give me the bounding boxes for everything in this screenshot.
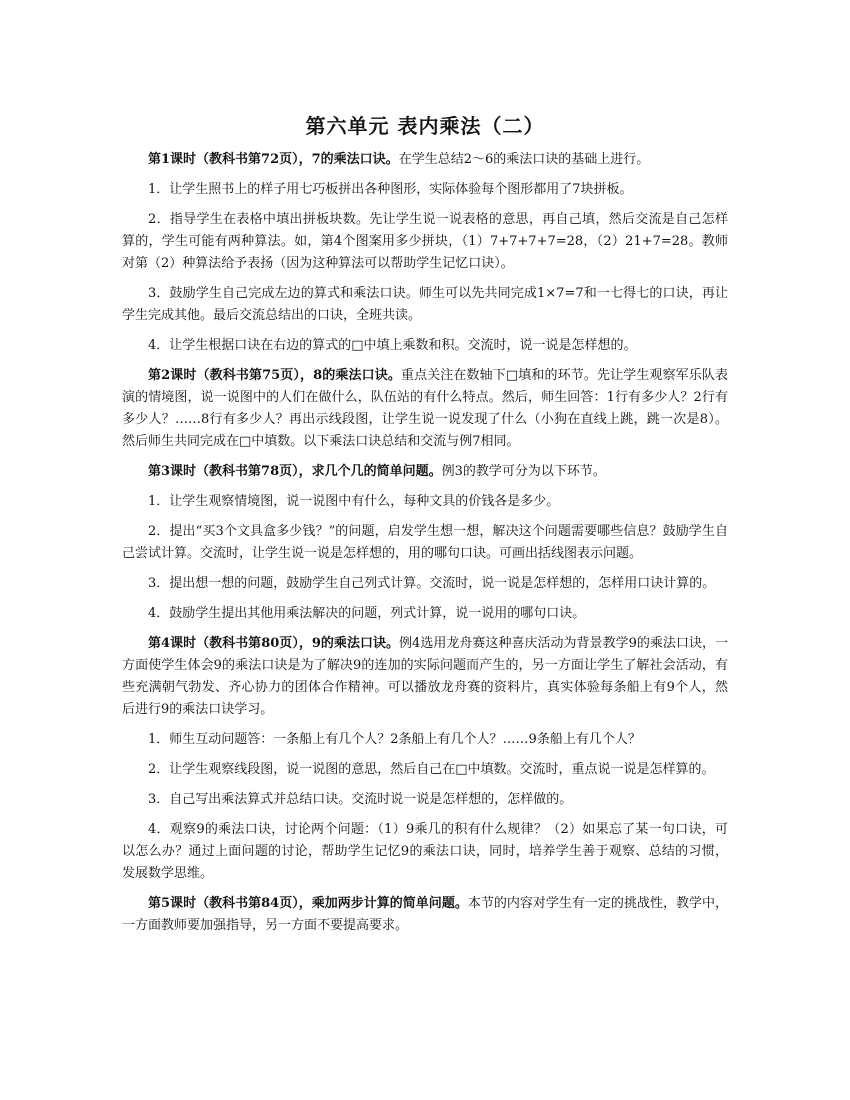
paragraph [122, 603, 728, 625]
paragraph [122, 283, 728, 327]
lesson-heading: 第4课时（教科书第80页），9的乘法口诀。 [148, 636, 400, 651]
paragraph-lesson-4 [122, 633, 728, 721]
paragraph-text: 3．自己写出乘法算式并总结口诀。交流时说一说是怎样想的，怎样做的。 [148, 792, 573, 807]
paragraph [122, 573, 728, 595]
paragraph [122, 521, 728, 565]
paragraph-lesson-5 [122, 893, 728, 937]
paragraph [122, 759, 728, 781]
paragraph-lesson-3 [122, 461, 728, 483]
paragraph-text: 4．让学生根据口诀在右边的算式的□中填上乘数和积。交流时，说一说是怎样想的。 [148, 338, 637, 353]
paragraph-text: 4．鼓励学生提出其他用乘法解决的问题，列式计算，说一说用的哪句口诀。 [148, 606, 586, 621]
paragraph-text: 2．提出“买3个文具盒多少钱？”的问题，启发学生想一想，解决这个问题需要哪些信息？鼓励学生自己尝试计算。交流时，让学生说一说是怎样想的，用的哪句口诀。可画出括线图表示问题。 [122, 524, 728, 561]
paragraph [122, 789, 728, 811]
lesson-heading: 第5课时（教科书第84页），乘加两步计算的简单问题。 [148, 896, 468, 911]
paragraph [122, 491, 728, 513]
paragraph [122, 179, 728, 201]
page-title: 第六单元 表内乘法（二） [305, 114, 545, 138]
paragraph-text: 1．让学生观察情境图，说一说图中有什么，每种文具的价钱各是多少。 [148, 494, 560, 509]
paragraph-text: 3．鼓励学生自己完成左边的算式和乘法口诀。师生可以先共同完成1×7=7和一七得七的口诀，再让学生完成其他。最后交流总结出的口诀，全班共读。 [122, 286, 728, 323]
paragraph [122, 335, 728, 357]
lesson-heading: 第2课时（教科书第75页），8的乘法口诀。 [148, 368, 401, 383]
paragraph-text: 2．让学生观察线段图，说一说图的意思，然后自己在□中填数。交流时，重点说一说是怎样算的。 [148, 762, 715, 777]
paragraph-text: 本节的内容对学生有一定的挑战性，教学中，一方面教师要加强指导，另一方面不要提高要求。 [122, 896, 728, 933]
paragraph [122, 209, 728, 275]
paragraph-text: 4．观察9的乘法口诀，讨论两个问题：（1）9乘几的积有什么规律？（2）如果忘了某一句口诀，可以怎么办？通过上面问题的讨论，帮助学生记忆9的乘法口诀，同时，培养学生善于观察、总结的习惯，发展数学思维。 [122, 822, 728, 881]
paragraph-text: 例4选用龙舟赛这种喜庆活动为背景教学9的乘法口诀，一方面使学生体会9的乘法口诀是为了解决9的连加的实际问题而产生的，另一方面让学生了解社会活动，有些充满朝气勃发、齐心协力的团体合作精神。可以播放龙舟赛的资料片，真实体验每条船上有9个人，然后进行9的乘法口诀学习。 [122, 636, 728, 717]
lesson-heading: 第3课时（教科书第78页），求几个几的简单问题。 [148, 464, 442, 479]
paragraph-text: 3．提出想一想的问题，鼓励学生自己列式计算。交流时，说一说是怎样想的，怎样用口诀计算的。 [148, 576, 716, 591]
paragraph-text: 在学生总结2～6的乘法口诀的基础上进行。 [398, 152, 650, 167]
paragraph-lesson-2 [122, 365, 728, 453]
paragraph [122, 729, 728, 751]
paragraph-text: 重点关注在数轴下□填和的环节。先让学生观察军乐队表演的情境图，说一说图中的人们在做什么，队伍站的有什么特点。然后，师生回答：1行有多少人？2行有多少人？……8行有多少人？再出示线段图，让学生说一说发现了什么（小狗在直线上跳，跳一次是8）。然后师生共同完成在□中填数。以下乘法口诀总结和交流与例7相同。 [122, 368, 728, 449]
paragraph [122, 819, 728, 885]
paragraph-text: 例3的教学可分为以下环节。 [441, 464, 606, 479]
lesson-heading: 第1课时（教科书第72页），7的乘法口诀。 [148, 152, 399, 167]
paragraph-text: 1．让学生照书上的样子用七巧板拼出各种图形，实际体验每个图形都用了7块拼板。 [148, 182, 633, 197]
paragraph-text: 1．师生互动问题答：一条船上有几个人？2条船上有几个人？……9条船上有几个人？ [148, 732, 641, 747]
paragraph-lesson-1 [122, 149, 728, 171]
paragraph-text: 2．指导学生在表格中填出拼板块数。先让学生说一说表格的意思，再自己填，然后交流是自己怎样算的，学生可能有两种算法。如，第4个图案用多少拼块，（1）7+7+7+7=28，（2）21+7=28。教师对第（2）种算法给予表扬（因为这种算法可以帮助学生记忆口诀）。 [122, 212, 728, 271]
